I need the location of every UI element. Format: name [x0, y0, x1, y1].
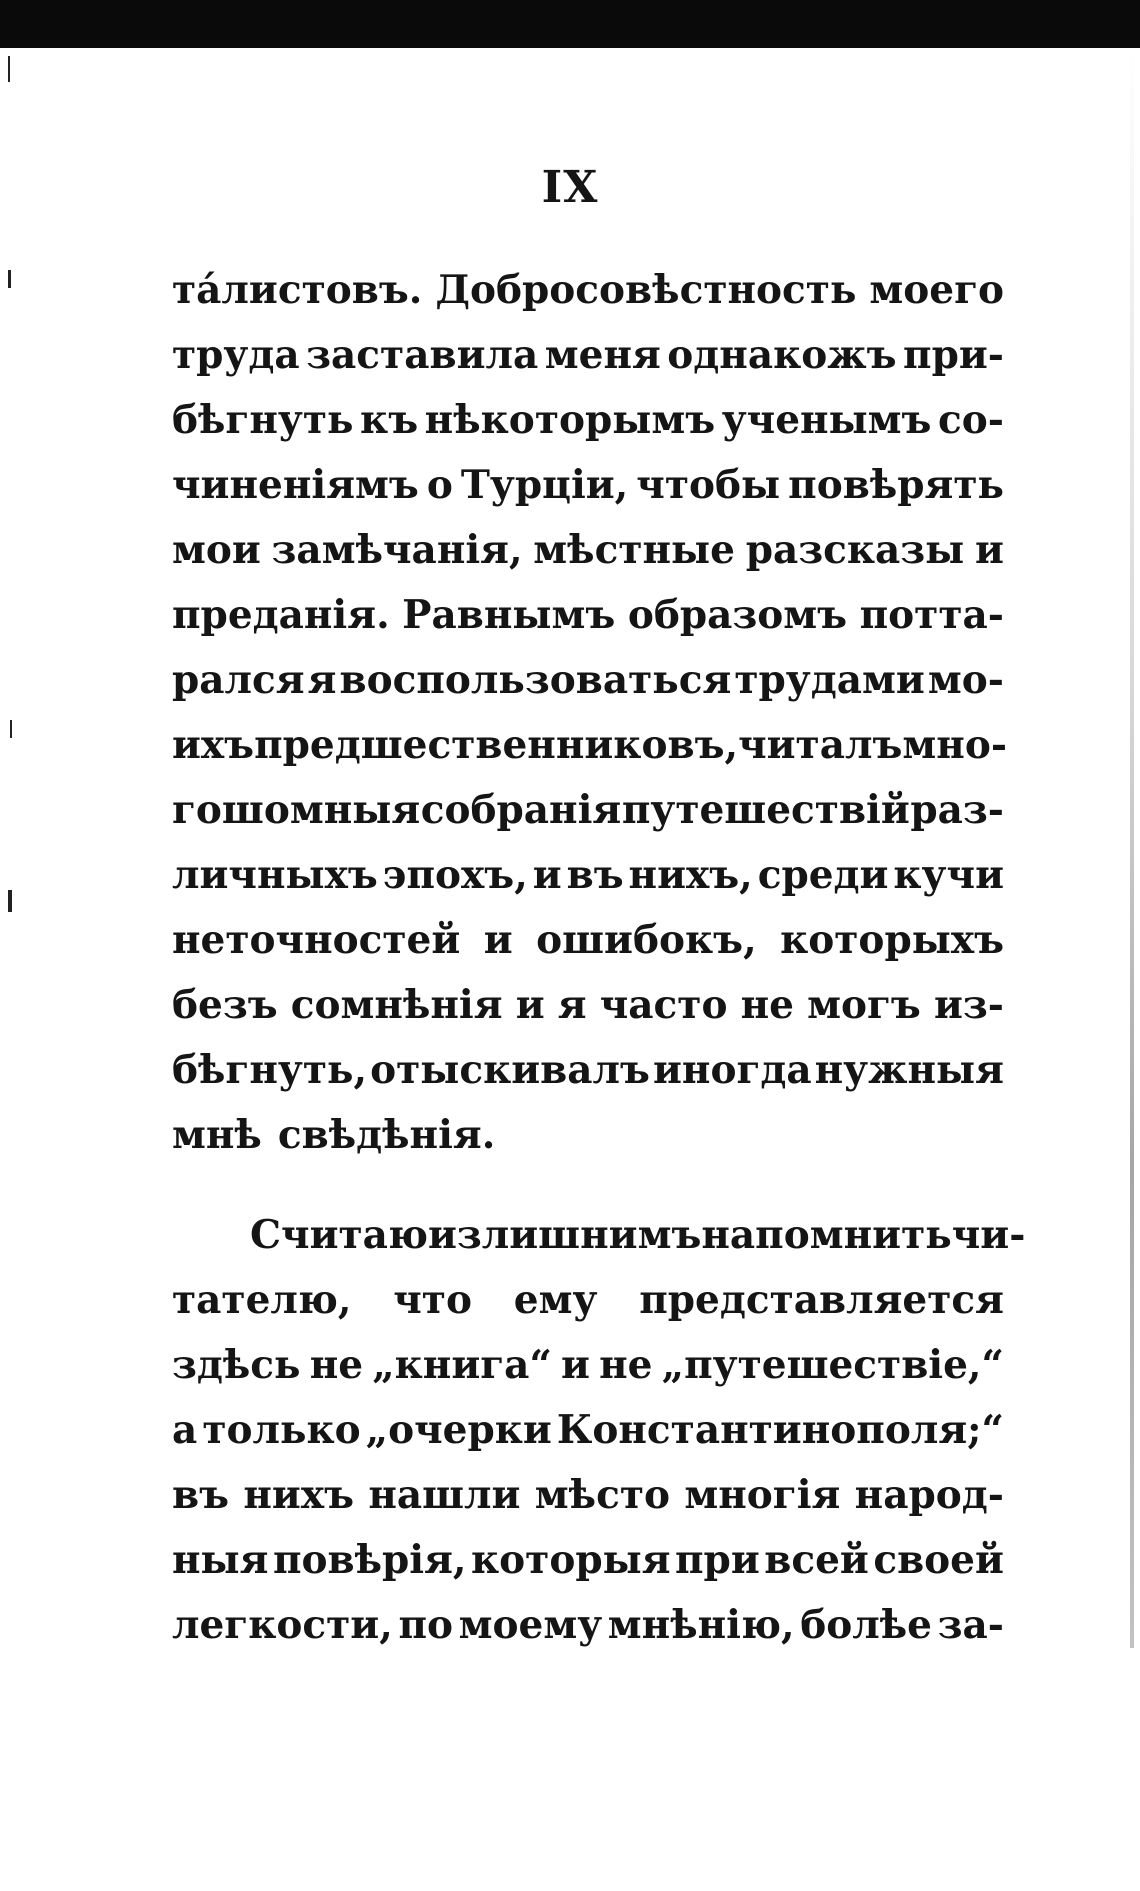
word: въ	[566, 852, 624, 898]
page-number: IX	[541, 162, 599, 213]
margin-speck	[8, 270, 11, 288]
word: а	[172, 1407, 198, 1453]
word: напомнить	[701, 1212, 952, 1258]
text-line	[172, 1528, 1004, 1593]
word: моего	[869, 267, 1004, 313]
word: читалъ	[738, 722, 903, 768]
word: чиненіямъ	[172, 462, 419, 508]
word: заставила	[306, 332, 539, 378]
word: нихъ	[243, 1472, 354, 1518]
word: преданія.	[172, 592, 390, 638]
word: ихъ	[172, 722, 255, 768]
word: не	[740, 982, 794, 1028]
paragraph-gap	[172, 1168, 1004, 1203]
word: тателю,	[172, 1277, 352, 1323]
text-line	[172, 388, 1004, 453]
margin-speck	[8, 890, 12, 912]
word: Считаю	[250, 1212, 428, 1258]
text-line	[172, 258, 1004, 323]
word: своей	[873, 1537, 1004, 1583]
word: „очерки	[365, 1407, 552, 1453]
word: однакожъ	[667, 332, 897, 378]
word: Добросовѣстность	[435, 267, 857, 313]
word: сомнѣнія	[290, 982, 503, 1028]
word: замѣчанія,	[271, 527, 523, 573]
word: по	[398, 1602, 453, 1648]
text-line	[172, 1398, 1004, 1463]
word: чи-	[951, 1212, 1026, 1258]
text-line	[172, 583, 1004, 648]
word: представляется	[639, 1277, 1004, 1323]
text-line	[172, 1103, 1004, 1168]
word: не	[309, 1342, 364, 1388]
word: безъ	[172, 982, 278, 1028]
word: только	[202, 1407, 361, 1453]
word: воспользоваться	[339, 657, 732, 703]
word: и	[561, 1342, 590, 1388]
word: собранія	[420, 787, 622, 833]
word: не	[599, 1342, 653, 1388]
word: раз-	[910, 787, 1004, 833]
word: здѣсь	[172, 1342, 301, 1388]
word: Равнымъ	[402, 592, 616, 638]
word: „путешествіе,“	[661, 1342, 1004, 1388]
word: я	[307, 657, 337, 703]
text-line	[172, 1268, 1004, 1333]
text-line	[172, 1463, 1004, 1528]
text-line	[172, 648, 1004, 713]
word: мнѣ	[172, 1112, 262, 1158]
text-line	[172, 843, 1004, 908]
word: потта-	[859, 592, 1004, 638]
paragraph	[172, 258, 1008, 1168]
word: отыскивалъ	[370, 1047, 650, 1093]
word: мо-	[927, 657, 1004, 703]
word: которыхъ	[780, 917, 1004, 963]
word: народ-	[854, 1472, 1004, 1518]
text-line	[172, 908, 1004, 973]
word: болѣе	[800, 1602, 932, 1648]
word: иногда	[652, 1047, 812, 1093]
word: меня	[544, 332, 661, 378]
word: нѣкоторымъ	[424, 397, 716, 443]
word: ошибокъ,	[536, 917, 757, 963]
word: за-	[937, 1602, 1004, 1648]
word: нихъ,	[628, 852, 753, 898]
word: со-	[938, 397, 1004, 443]
text-line	[172, 323, 1004, 388]
text-line	[172, 453, 1004, 518]
word: часто	[599, 982, 728, 1028]
scan-top-border	[0, 0, 1140, 48]
word: ученымъ	[721, 397, 932, 443]
text-line	[172, 1593, 1004, 1658]
word: излишнимъ	[427, 1212, 702, 1258]
word: трудами	[734, 657, 925, 703]
word: мои	[172, 527, 261, 573]
scan-right-edge	[1130, 48, 1134, 1648]
text-line	[172, 778, 1004, 843]
word: нашли	[368, 1472, 521, 1518]
word: нужныя	[814, 1047, 1004, 1093]
margin-speck	[8, 56, 10, 82]
text-line	[172, 1333, 1004, 1398]
word: къ	[360, 397, 419, 443]
word: могъ	[807, 982, 921, 1028]
word: бѣгнуть,	[172, 1047, 368, 1093]
word: мнѣнію,	[607, 1602, 795, 1648]
word: из-	[933, 982, 1004, 1028]
word: при-	[903, 332, 1004, 378]
word: мѣсто	[534, 1472, 671, 1518]
word: ему	[513, 1277, 598, 1323]
word: въ	[172, 1472, 230, 1518]
word: которыя	[470, 1537, 671, 1583]
word: труда	[172, 332, 300, 378]
word: ныя	[172, 1537, 269, 1583]
word: повѣрять	[788, 462, 1004, 508]
word: неточностей	[172, 917, 461, 963]
text-line	[172, 973, 1004, 1038]
word: личныхъ	[172, 852, 378, 898]
body-text	[172, 258, 1026, 1658]
word: предшественниковъ,	[254, 722, 739, 768]
text-line	[172, 1203, 1026, 1268]
word: и	[532, 852, 562, 898]
word: я	[557, 982, 587, 1028]
word: Константинополя;“	[556, 1407, 1004, 1453]
word: повѣрія,	[272, 1537, 467, 1583]
word: тáлистовъ.	[172, 267, 423, 313]
word: среди	[757, 852, 889, 898]
word: разсказы	[745, 527, 965, 573]
word: свѣдѣнія.	[277, 1112, 496, 1158]
word: „книга“	[372, 1342, 552, 1388]
word: и	[483, 917, 513, 963]
word: образомъ	[627, 592, 848, 638]
word: кучи	[893, 852, 1004, 898]
word: гошомныя	[172, 787, 421, 833]
word: мѣстные	[533, 527, 735, 573]
word: при	[675, 1537, 760, 1583]
word: и	[975, 527, 1004, 573]
word: путешествій	[621, 787, 910, 833]
word: эпохъ,	[382, 852, 528, 898]
text-line	[172, 1038, 1004, 1103]
word: Турціи,	[460, 462, 629, 508]
word: чтобы	[636, 462, 781, 508]
word: что	[393, 1277, 472, 1323]
word: о	[426, 462, 453, 508]
word: рался	[172, 657, 305, 703]
margin-speck	[10, 720, 12, 738]
word: мно-	[902, 722, 1008, 768]
word: моему	[458, 1602, 603, 1648]
word: всей	[764, 1537, 869, 1583]
word: и	[515, 982, 545, 1028]
text-line	[172, 518, 1004, 583]
text-line	[172, 713, 1008, 778]
word: бѣгнуть	[172, 397, 354, 443]
word: многія	[684, 1472, 841, 1518]
paragraph	[172, 1203, 1026, 1658]
word: легкости,	[172, 1602, 393, 1648]
